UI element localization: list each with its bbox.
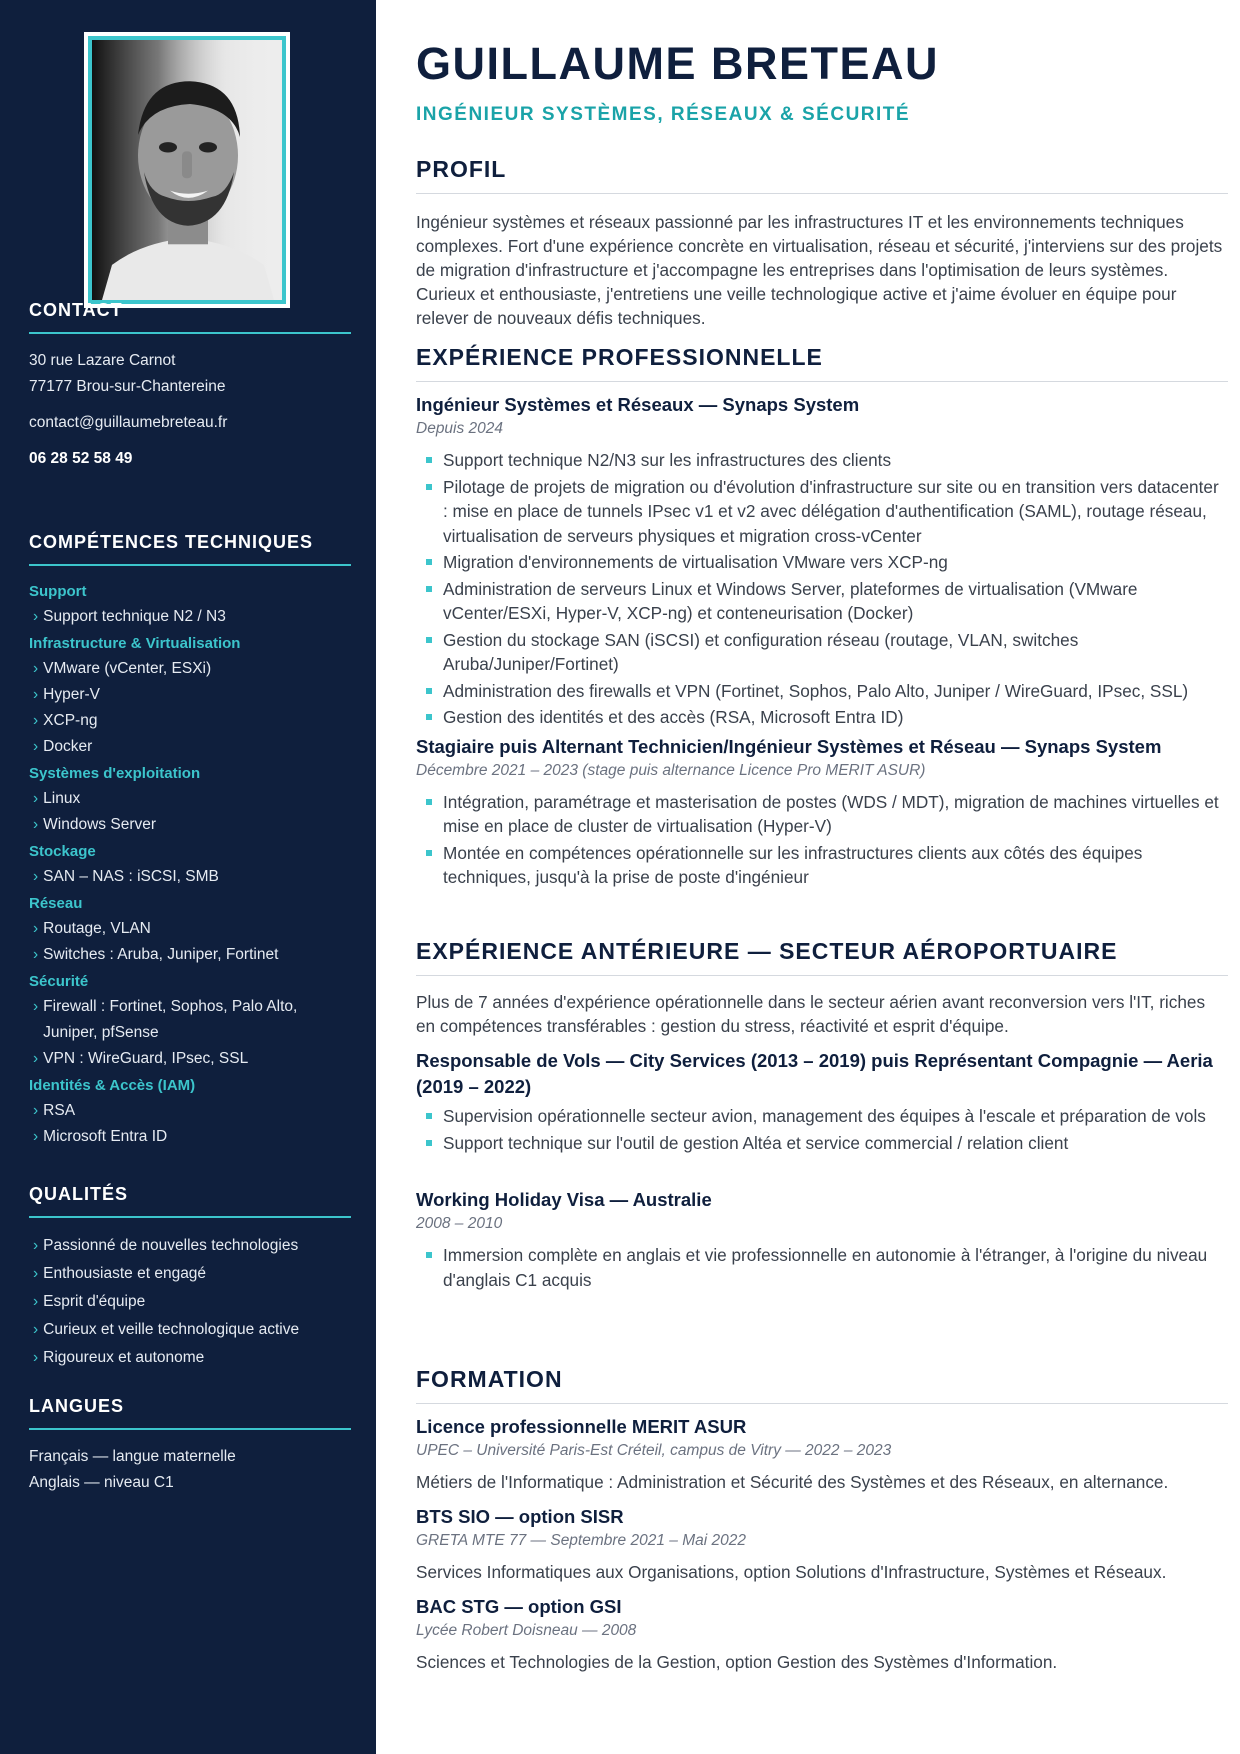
- chevron-right-icon: ›: [33, 790, 39, 807]
- quality-item: [29, 1344, 351, 1372]
- skill-item-label: Hyper-V: [43, 686, 101, 703]
- skill-item-label: RSA: [43, 1102, 76, 1119]
- skill-item-label: Support technique N2 / N3: [43, 608, 226, 625]
- job-role: INGÉNIEUR SYSTÈMES, RÉSEAUX & SÉCURITÉ: [416, 104, 911, 125]
- skill-item-label: Microsoft Entra ID: [43, 1128, 168, 1145]
- skill-item: [29, 604, 351, 630]
- bullet-item: Migration d'environnements de virtualisation VMware vers XCP-ng: [416, 550, 1228, 575]
- education-title-item: BAC STG — option GSI: [416, 1596, 622, 1617]
- skill-item: [29, 786, 351, 812]
- skill-item-label: VPN : WireGuard, IPsec, SSL: [43, 1050, 249, 1067]
- bullet-item: Administration des firewalls et VPN (Fortinet, Sophos, Palo Alto, Juniper / WireGuard, IPsec, SSL): [416, 679, 1228, 704]
- profile-text: Ingénieur systèmes et réseaux passionné par les infrastructures IT et les environnements techniques complexes. Fort d'une expérience concrète en virtualisation, réseau et sécurité, j'interviens sur des projets de migration d'infrastructure et j'accompagne les entreprises dans l'optimisation de leurs systèmes. Curieux et enthousiaste, j'entretiens une veille technologique active et j'aime évoluer en équipe pour relever de nouveaux défis techniques.: [416, 212, 1223, 328]
- skill-item: [29, 812, 351, 838]
- email-link[interactable]: contact@guillaumebreteau.fr: [29, 414, 228, 431]
- skill-category: Réseau: [29, 895, 83, 912]
- skill-item-label: Switches : Aruba, Juniper, Fortinet: [43, 946, 279, 963]
- education-description: Métiers de l'Informatique : Administration et Sécurité des Systèmes et des Réseaux, en alternance.: [416, 1472, 1169, 1492]
- chevron-right-icon: ›: [33, 946, 39, 963]
- chevron-right-icon: ›: [33, 998, 39, 1015]
- skill-item: [29, 708, 351, 734]
- chevron-right-icon: ›: [33, 686, 39, 703]
- education-description: Sciences et Technologies de la Gestion, option Gestion des Systèmes d'Information.: [416, 1652, 1058, 1672]
- job-bullets: [416, 790, 1228, 890]
- education-title-item: BTS SIO — option SISR: [416, 1506, 624, 1527]
- prior-job2-title: Working Holiday Visa — Australie: [416, 1189, 712, 1210]
- contact-section: [29, 300, 351, 472]
- quality-label: Passionné de nouvelles technologies: [43, 1237, 299, 1254]
- quality-item: [29, 1316, 351, 1344]
- bullet-item: Supervision opérationnelle secteur avion, management des équipes à l'escale et préparation de vols: [416, 1104, 1228, 1129]
- languages-section: [29, 1396, 351, 1496]
- skills-title: COMPÉTENCES TECHNIQUES: [29, 532, 351, 566]
- sidebar: [0, 0, 376, 1754]
- bullet-item: Support technique sur l'outil de gestion Altéa et service commercial / relation client: [416, 1131, 1228, 1156]
- qualities-list: [29, 1232, 351, 1372]
- quality-item: [29, 1288, 351, 1316]
- skill-item: [29, 994, 351, 1046]
- skill-category: Systèmes d'exploitation: [29, 765, 201, 782]
- skill-item: [29, 942, 351, 968]
- chevron-right-icon: ›: [33, 1265, 39, 1282]
- languages-title: LANGUES: [29, 1396, 351, 1430]
- address-line2: 77177 Brou-sur-Chantereine: [29, 378, 226, 395]
- quality-label: Esprit d'équipe: [43, 1293, 146, 1310]
- quality-item: [29, 1260, 351, 1288]
- chevron-right-icon: ›: [33, 816, 39, 833]
- prior-job1-title: Responsable de Vols — City Services (2013 – 2019) puis Représentant Compagnie — Aeria (2019 – 2022): [416, 1050, 1213, 1097]
- chevron-right-icon: ›: [33, 1128, 39, 1145]
- education-description: Services Informatiques aux Organisations, option Solutions d'Infrastructure, Systèmes et Réseaux.: [416, 1562, 1167, 1582]
- chevron-right-icon: ›: [33, 608, 39, 625]
- education-institution: UPEC – Université Paris-Est Créteil, campus de Vitry — 2022 – 2023: [416, 1442, 892, 1459]
- skill-category: Stockage: [29, 843, 96, 860]
- bullet-item: Immersion complète en anglais et vie professionnelle en autonomie à l'étranger, à l'origine du niveau d'anglais C1 acquis: [416, 1243, 1228, 1292]
- contact-title: CONTACT: [29, 300, 351, 334]
- skill-item: [29, 1124, 351, 1150]
- chevron-right-icon: ›: [33, 1050, 39, 1067]
- chevron-right-icon: ›: [33, 920, 39, 937]
- skill-item-label: Linux: [43, 790, 81, 807]
- bullet-item: Gestion des identités et des accès (RSA, Microsoft Entra ID): [416, 705, 1228, 730]
- prior-job2-bullets: [416, 1243, 1228, 1292]
- chevron-right-icon: ›: [33, 1102, 39, 1119]
- bullet-item: Support technique N2/N3 sur les infrastructures des clients: [416, 448, 1228, 473]
- qualities-title: QUALITÉS: [29, 1184, 351, 1218]
- job-title: Stagiaire puis Alternant Technicien/Ingénieur Systèmes et Réseau — Synaps System: [416, 735, 1162, 757]
- chevron-right-icon: ›: [33, 1237, 39, 1254]
- education-title: FORMATION: [416, 1366, 1228, 1404]
- quality-item: [29, 1232, 351, 1260]
- skill-category: Sécurité: [29, 973, 89, 990]
- language-item: Anglais — niveau C1: [29, 1474, 174, 1491]
- bullet-item: Gestion du stockage SAN (iSCSI) et configuration réseau (routage, VLAN, switches Aruba/Juniper/Fortinet): [416, 628, 1228, 677]
- chevron-right-icon: ›: [33, 738, 39, 755]
- profile-section: [416, 156, 1228, 330]
- person-name: GUILLAUME BRETEAU: [416, 38, 939, 89]
- job-date: Décembre 2021 – 2023 (stage puis alternance Licence Pro MERIT ASUR): [416, 761, 926, 779]
- quality-label: Enthousiaste et engagé: [43, 1265, 207, 1282]
- phone-number[interactable]: 06 28 52 58 49: [29, 450, 133, 467]
- bullet-item: Administration de serveurs Linux et Windows Server, plateformes de virtualisation (VMware vCenter/ESXi, Hyper-V, XCP-ng) et conteneurisation (Docker): [416, 577, 1228, 626]
- skill-item: [29, 1046, 351, 1072]
- skill-item-label: Routage, VLAN: [43, 920, 151, 937]
- education-list: [416, 1414, 1228, 1674]
- prior-job1-bullets: [416, 1104, 1228, 1155]
- profile-photo-frame: [84, 32, 290, 308]
- skill-item-label: Firewall : Fortinet, Sophos, Palo Alto, Juniper, pfSense: [43, 998, 298, 1041]
- qualities-section: [29, 1184, 351, 1372]
- job-date: Depuis 2024: [416, 420, 504, 437]
- education-institution: Lycée Robert Doisneau — 2008: [416, 1622, 637, 1639]
- chevron-right-icon: ›: [33, 1349, 39, 1366]
- skill-item-label: SAN – NAS : iSCSI, SMB: [43, 868, 219, 885]
- skill-item: [29, 864, 351, 890]
- prior-job2-date: 2008 – 2010: [416, 1215, 503, 1232]
- jobs-list: [416, 392, 1228, 890]
- education-section: [416, 1366, 1228, 1674]
- chevron-right-icon: ›: [33, 712, 39, 729]
- chevron-right-icon: ›: [33, 1321, 39, 1338]
- chevron-right-icon: ›: [33, 868, 39, 885]
- profile-photo: [88, 36, 286, 304]
- skills-section: [29, 532, 351, 1150]
- skill-item-label: Docker: [43, 738, 93, 755]
- address-line1: 30 rue Lazare Carnot: [29, 352, 176, 369]
- skill-item: [29, 1098, 351, 1124]
- skills-list: [29, 580, 351, 1150]
- skill-category: Infrastructure & Virtualisation: [29, 635, 241, 652]
- prior-experience-section: [416, 938, 1228, 1294]
- chevron-right-icon: ›: [33, 1293, 39, 1310]
- skill-category: Support: [29, 583, 87, 600]
- skill-category: Identités & Accès (IAM): [29, 1077, 196, 1094]
- skill-item: [29, 656, 351, 682]
- experience-title: EXPÉRIENCE PROFESSIONNELLE: [416, 344, 1228, 382]
- bullet-item: Intégration, paramétrage et masterisation de postes (WDS / MDT), migration de machines virtuelles et mise en place de cluster de virtualisation (Hyper-V): [416, 790, 1228, 839]
- chevron-right-icon: ›: [33, 660, 39, 677]
- job-title: Ingénieur Systèmes et Réseaux — Synaps System: [416, 394, 860, 415]
- skill-item: [29, 682, 351, 708]
- skill-item: [29, 734, 351, 760]
- skill-item-label: VMware (vCenter, ESXi): [43, 660, 212, 677]
- job-bullets: [416, 448, 1228, 730]
- prior-experience-title: EXPÉRIENCE ANTÉRIEURE — SECTEUR AÉROPORTUAIRE: [416, 938, 1228, 976]
- prior-intro: Plus de 7 années d'expérience opérationnelle dans le secteur aérien avant reconversion vers l'IT, riches en compétences transférables : gestion du stress, réactivité et esprit d'équipe.: [416, 992, 1206, 1036]
- quality-label: Rigoureux et autonome: [43, 1349, 205, 1366]
- bullet-item: Pilotage de projets de migration ou d'évolution d'infrastructure sur site ou en transition vers datacenter : mise en place de tunnels IPsec v1 et v2 avec délégation d'authentification (SAML), routage réseau, virtualisation de serveurs physiques et migration cross-vCenter: [416, 475, 1228, 549]
- quality-label: Curieux et veille technologique active: [43, 1321, 300, 1338]
- experience-section: [416, 344, 1228, 892]
- languages-list: [29, 1444, 351, 1496]
- education-title-item: Licence professionnelle MERIT ASUR: [416, 1416, 747, 1437]
- language-item: Français — langue maternelle: [29, 1448, 236, 1465]
- skill-item: [29, 916, 351, 942]
- skill-item-label: Windows Server: [43, 816, 157, 833]
- bullet-item: Montée en compétences opérationnelle sur les infrastructures clients aux côtés des équipes techniques, jusqu'à la prise de poste d'ingénieur: [416, 841, 1228, 890]
- skill-item-label: XCP-ng: [43, 712, 98, 729]
- profile-title: PROFIL: [416, 156, 1228, 194]
- education-institution: GRETA MTE 77 — Septembre 2021 – Mai 2022: [416, 1532, 746, 1549]
